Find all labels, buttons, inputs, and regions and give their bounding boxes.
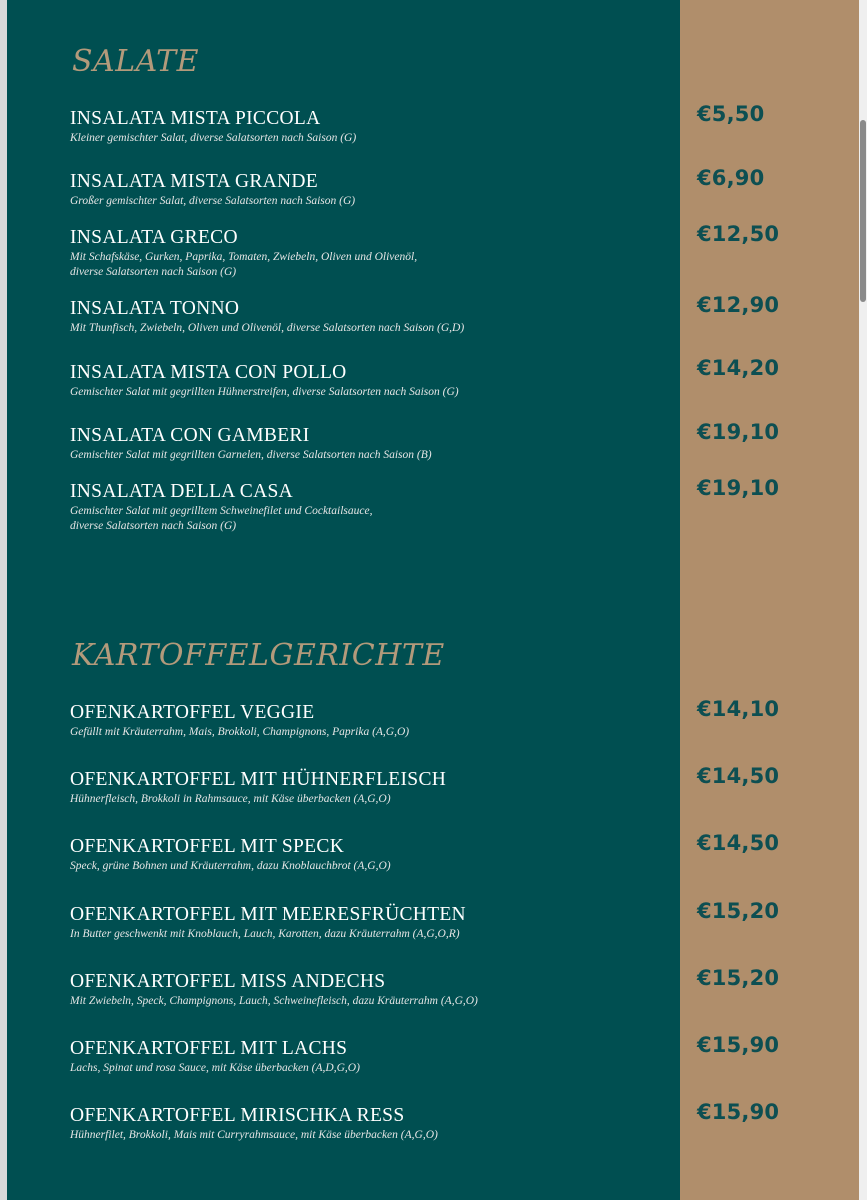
item-description: Großer gemischter Salat, diverse Salatsorten nach Saison (G) <box>70 195 356 207</box>
item-name: INSALATA GRECO <box>70 227 238 248</box>
item-description: Gemischter Salat mit gegrilltem Schweinefilet und Cocktailsauce, diverse Salatsorten nach Saison (G) <box>70 505 373 532</box>
item-description: Hühnerfilet, Brokkoli, Mais mit Curryrahmsauce, mit Käse überbacken (A,G,O) <box>70 1129 438 1141</box>
viewer-left-edge <box>0 0 7 1200</box>
menu-item <box>70 1105 670 1143</box>
item-price: €14,20 <box>697 356 780 380</box>
item-price: €15,20 <box>697 966 780 990</box>
item-name: INSALATA MISTA PICCOLA <box>70 108 321 129</box>
menu-item <box>70 362 670 400</box>
menu-item <box>70 298 670 336</box>
menu-item <box>70 227 670 280</box>
item-description: In Butter geschwenkt mit Knoblauch, Lauch, Karotten, dazu Kräuterrahm (A,G,O,R) <box>70 928 460 940</box>
menu-item <box>70 171 670 209</box>
item-name: INSALATA TONNO <box>70 298 240 319</box>
section-title-salate: SALATE <box>72 44 200 79</box>
item-price: €15,90 <box>697 1033 780 1057</box>
menu-item <box>70 481 670 534</box>
item-description: Mit Thunfisch, Zwiebeln, Oliven und Olivenöl, diverse Salatsorten nach Saison (G,D) <box>70 322 465 334</box>
item-name: OFENKARTOFFEL VEGGIE <box>70 702 315 723</box>
item-price: €15,20 <box>697 899 780 923</box>
menu-item <box>70 769 670 807</box>
item-price: €12,50 <box>697 222 780 246</box>
menu-item <box>70 904 670 942</box>
item-price: €14,50 <box>697 831 780 855</box>
item-price: €6,90 <box>697 166 765 190</box>
scrollbar-track[interactable] <box>859 0 867 1200</box>
item-price: €19,10 <box>697 476 780 500</box>
item-name: OFENKARTOFFEL MIT MEERESFRÜCHTEN <box>70 904 466 925</box>
item-name: INSALATA DELLA CASA <box>70 481 293 502</box>
item-name: OFENKARTOFFEL MIRISCHKA RESS <box>70 1105 405 1126</box>
item-price: €15,90 <box>697 1100 780 1124</box>
item-description: Kleiner gemischter Salat, diverse Salatsorten nach Saison (G) <box>70 132 357 144</box>
item-description: Gemischter Salat mit gegrillten Garnelen, diverse Salatsorten nach Saison (B) <box>70 449 432 461</box>
menu-item <box>70 425 670 463</box>
item-description: Speck, grüne Bohnen und Kräuterrahm, dazu Knoblauchbrot (A,G,O) <box>70 860 391 872</box>
item-price: €12,90 <box>697 293 780 317</box>
item-description: Mit Schafskäse, Gurken, Paprika, Tomaten, Zwiebeln, Oliven und Olivenöl, diverse Salatsorten nach Saison (G) <box>70 251 418 278</box>
menu-item <box>70 971 670 1009</box>
item-name: OFENKARTOFFEL MIT LACHS <box>70 1038 348 1059</box>
item-description: Gefüllt mit Kräuterrahm, Mais, Brokkoli, Champignons, Paprika (A,G,O) <box>70 726 410 738</box>
item-name: INSALATA CON GAMBERI <box>70 425 310 446</box>
item-price: €19,10 <box>697 420 780 444</box>
item-description: Mit Zwiebeln, Speck, Champignons, Lauch, Schweinefleisch, dazu Kräuterrahm (A,G,O) <box>70 995 478 1007</box>
menu-item <box>70 1038 670 1076</box>
item-description: Hühnerfleisch, Brokkoli in Rahmsauce, mit Käse überbacken (A,G,O) <box>70 793 391 805</box>
scrollbar-thumb[interactable] <box>860 120 866 302</box>
item-price: €14,10 <box>697 697 780 721</box>
item-price: €5,50 <box>697 102 765 126</box>
item-name: OFENKARTOFFEL MIT HÜHNERFLEISCH <box>70 769 447 790</box>
item-price: €14,50 <box>697 764 780 788</box>
item-description: Gemischter Salat mit gegrillten Hühnerstreifen, diverse Salatsorten nach Saison (G) <box>70 386 459 398</box>
item-name: OFENKARTOFFEL MIT SPECK <box>70 836 345 857</box>
menu-item <box>70 836 670 874</box>
item-name: OFENKARTOFFEL MISS ANDECHS <box>70 971 386 992</box>
item-description: Lachs, Spinat und rosa Sauce, mit Käse überbacken (A,D,G,O) <box>70 1062 360 1074</box>
menu-item <box>70 702 670 740</box>
section-title-kartoffelgerichte: KARTOFFELGERICHTE <box>72 638 445 673</box>
menu-item <box>70 108 670 146</box>
item-name: INSALATA MISTA CON POLLO <box>70 362 347 383</box>
item-name: INSALATA MISTA GRANDE <box>70 171 319 192</box>
